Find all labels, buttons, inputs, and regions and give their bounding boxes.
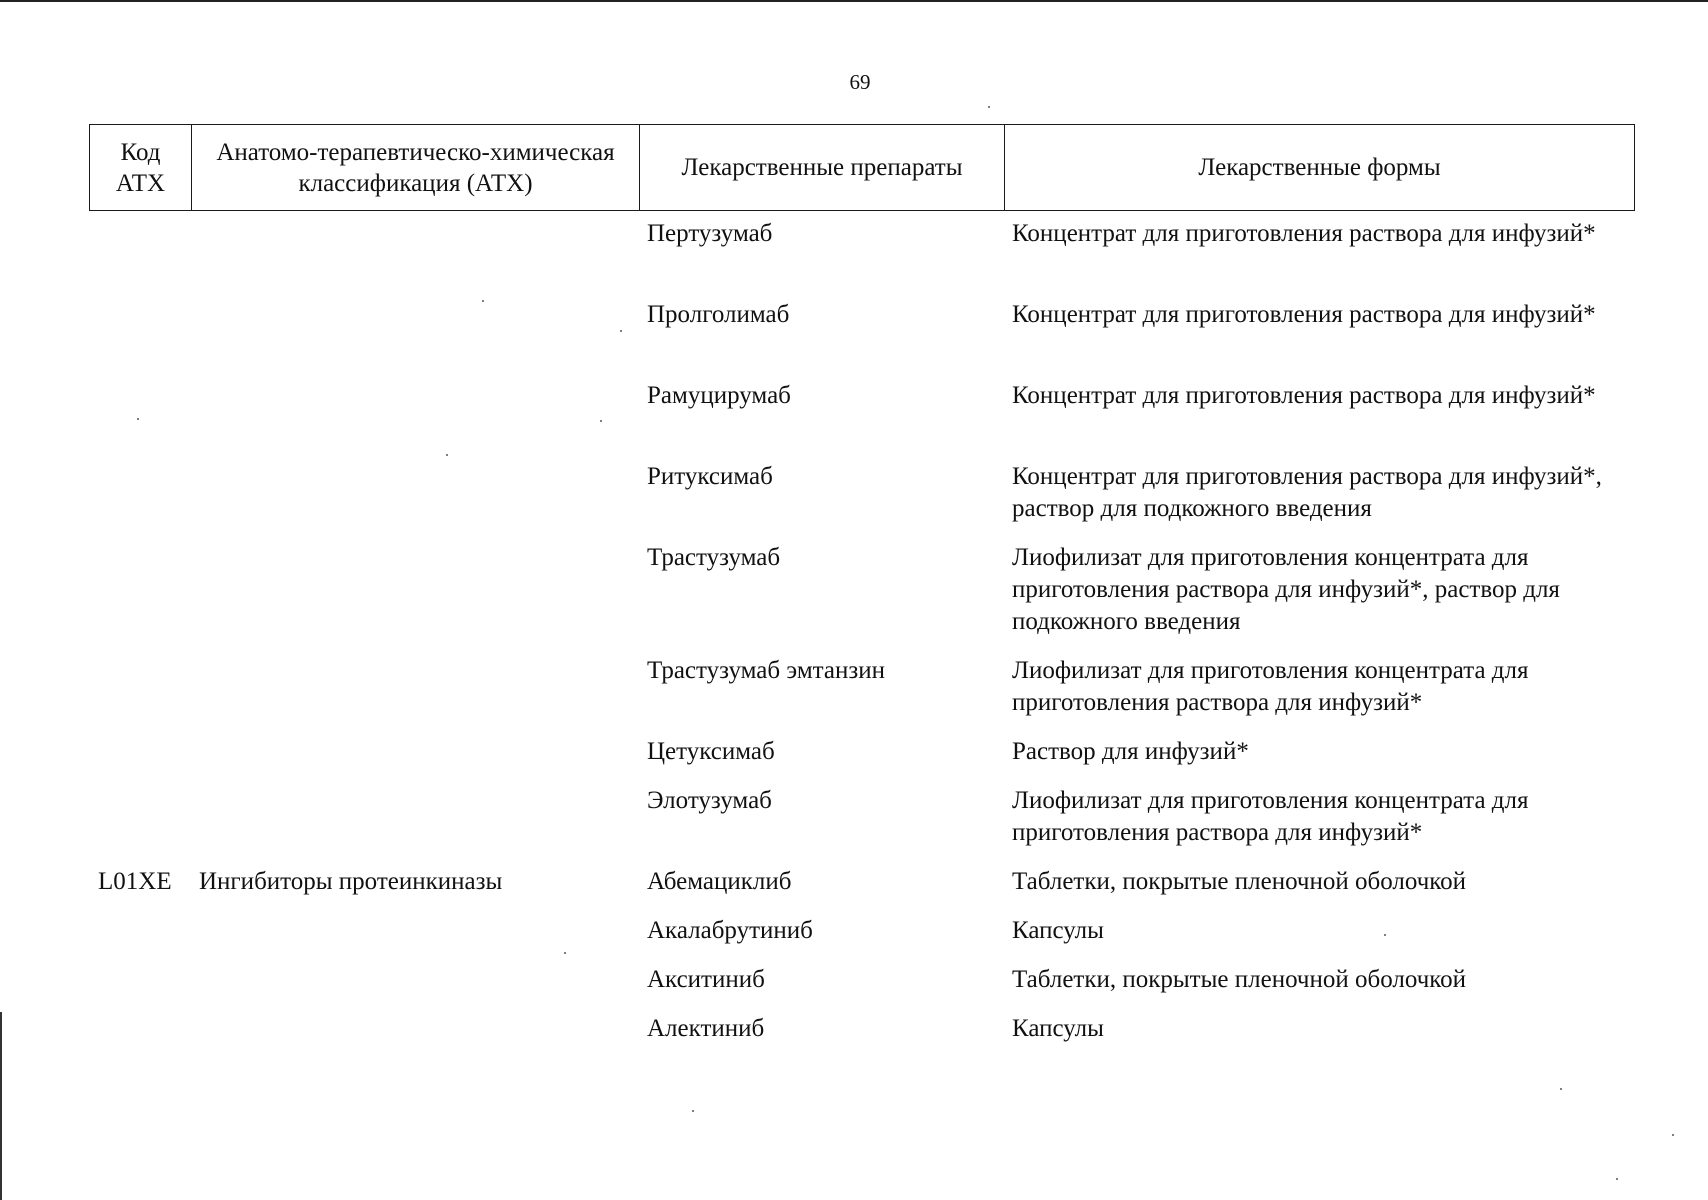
scan-speck (620, 330, 622, 332)
cell-classification (191, 299, 639, 380)
table-header (89, 124, 1635, 211)
cell-code (89, 655, 191, 736)
table-row (89, 915, 1634, 964)
page-number: 69 (849, 70, 871, 94)
cell-drug: Трастузумаб (647, 544, 781, 571)
header-drugs: Лекарственные препараты (640, 125, 1005, 211)
scan-speck (564, 952, 566, 954)
cell-drug: Ритуксимаб (647, 463, 773, 490)
cell-classification (191, 380, 639, 461)
scan-speck (988, 106, 990, 108)
cell-form: Концентрат для приготовления раствора для инфузий*, раствор для подкожного введения (1012, 463, 1602, 522)
scan-speck (1384, 934, 1386, 936)
cell-drug: Пертузумаб (647, 220, 773, 247)
header-classification: Анатомо-терапевтическо-химическая классификация (АТХ) (192, 125, 640, 211)
cell-classification (191, 655, 639, 736)
cell-drug: Рамуцирумаб (647, 382, 791, 409)
cell-drug: Пролголимаб (647, 301, 790, 328)
cell-code (89, 218, 191, 299)
cell-code: L01XE (98, 868, 172, 895)
scan-speck (692, 1110, 694, 1112)
scan-edge-top (0, 0, 1708, 2)
table-row (89, 542, 1634, 655)
header-code: Код АТХ (90, 125, 192, 211)
scan-speck (482, 300, 484, 302)
cell-code (89, 785, 191, 866)
cell-form: Раствор для инфузий* (1012, 738, 1249, 765)
cell-drug: Цетуксимаб (647, 738, 775, 765)
cell-drug: Акалабрутиниб (647, 917, 813, 944)
table-row (89, 380, 1634, 461)
scan-speck (446, 454, 448, 456)
cell-drug: Алектиниб (647, 1015, 765, 1042)
cell-drug: Акситиниб (647, 966, 765, 993)
cell-form: Таблетки, покрытые пленочной оболочкой (1012, 966, 1467, 993)
table-row (89, 1013, 1634, 1062)
scan-speck (1616, 1178, 1618, 1180)
cell-form: Концентрат для приготовления раствора для инфузий* (1012, 382, 1596, 409)
cell-form: Лиофилизат для приготовления концентрата для приготовления раствора для инфузий* (1012, 657, 1529, 716)
scan-speck (600, 420, 602, 422)
cell-classification (191, 542, 639, 655)
cell-form: Лиофилизат для приготовления концентрата для приготовления раствора для инфузий*, раствор для подкожного введения (1012, 544, 1560, 635)
table-body (89, 218, 1634, 1062)
header-forms: Лекарственные формы (1005, 125, 1635, 211)
cell-classification (191, 461, 639, 542)
cell-code (89, 461, 191, 542)
table-row (89, 785, 1634, 866)
cell-code (89, 380, 191, 461)
table-row (89, 964, 1634, 1013)
cell-form: Таблетки, покрытые пленочной оболочкой (1012, 868, 1467, 895)
table-row (89, 299, 1634, 380)
cell-code (89, 299, 191, 380)
cell-classification (191, 1013, 639, 1062)
cell-classification (191, 964, 639, 1013)
cell-code (89, 915, 191, 964)
table-row (89, 655, 1634, 736)
cell-form: Концентрат для приготовления раствора для инфузий* (1012, 301, 1596, 328)
scan-speck (137, 418, 139, 420)
cell-classification (191, 736, 639, 785)
cell-classification (191, 785, 639, 866)
table-row (89, 736, 1634, 785)
cell-code (89, 964, 191, 1013)
table-row (89, 461, 1634, 542)
cell-drug: Абемациклиб (647, 868, 792, 895)
cell-code (89, 736, 191, 785)
cell-form: Лиофилизат для приготовления концентрата для приготовления раствора для инфузий* (1012, 787, 1529, 846)
cell-form: Концентрат для приготовления раствора для инфузий* (1012, 220, 1596, 247)
cell-code (89, 1013, 191, 1062)
table-row (89, 218, 1634, 299)
cell-drug: Трастузумаб эмтанзин (647, 657, 886, 684)
cell-classification (191, 915, 639, 964)
cell-classification: Ингибиторы протеинкиназы (199, 868, 503, 895)
cell-classification (191, 218, 639, 299)
scan-edge-left (0, 1012, 2, 1200)
cell-code (89, 542, 191, 655)
scan-speck (1560, 1088, 1562, 1090)
table-row (89, 866, 1634, 915)
cell-form: Капсулы (1012, 917, 1104, 944)
cell-form: Капсулы (1012, 1015, 1104, 1042)
cell-drug: Элотузумаб (647, 787, 772, 814)
scan-speck (1672, 1134, 1674, 1136)
